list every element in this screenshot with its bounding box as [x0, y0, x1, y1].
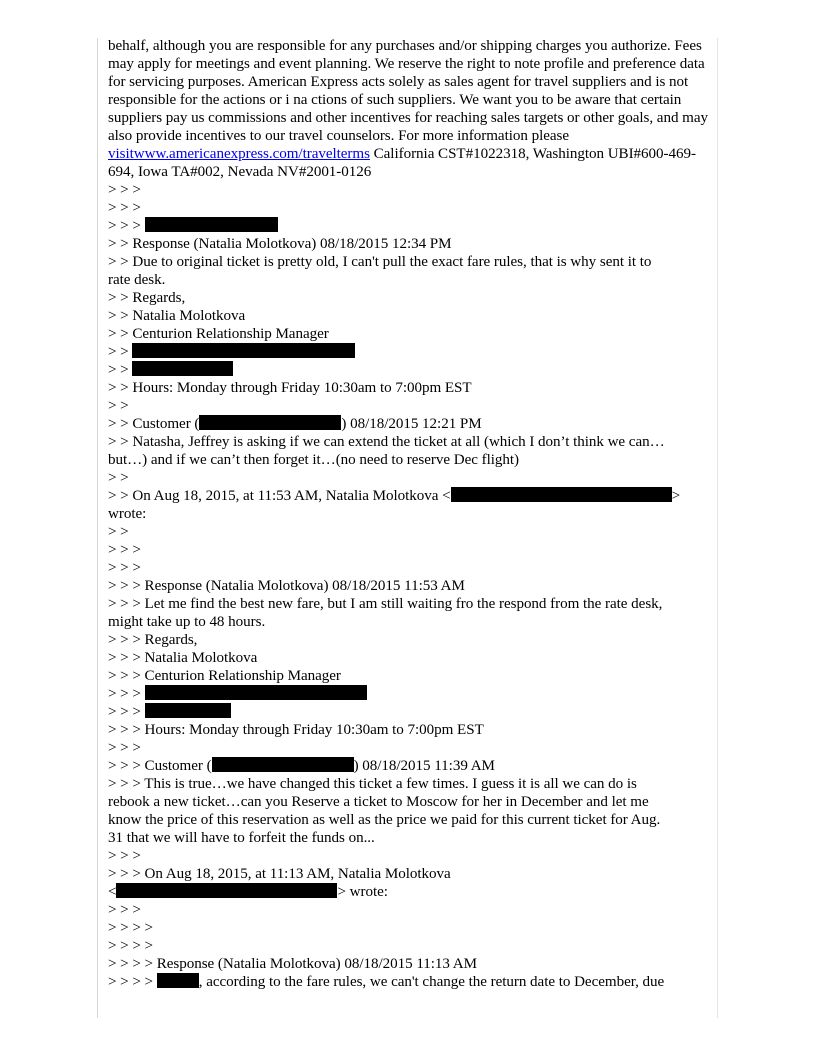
redaction-block — [132, 361, 233, 376]
signature-hours: > > Hours: Monday through Friday 10:30am to 7:00pm EST — [108, 380, 472, 396]
customer-timestamp: ) 08/18/2015 12:21 PM — [341, 416, 482, 432]
quote-marker: > > > — [108, 686, 145, 702]
message-text — [108, 973, 708, 991]
reply-attribution-wrote: wrote: — [108, 506, 147, 522]
email-thread-body — [108, 37, 708, 991]
attribution-bracket: > — [671, 488, 681, 504]
reply-attribution — [108, 487, 708, 505]
message-text: but…) and if we can’t then forget it…(no need to reserve Dec flight) — [108, 452, 519, 468]
redaction-block — [157, 973, 199, 988]
signature-name: > > Natalia Molotkova — [108, 308, 246, 324]
signature-name: > > > Natalia Molotkova — [108, 650, 258, 666]
redaction-block — [451, 487, 672, 502]
quote-line: > > > — [108, 848, 141, 864]
quote-line: > > > — [108, 182, 141, 198]
quote-line: > > > > — [108, 920, 154, 936]
message-text: might take up to 48 hours. — [108, 614, 266, 630]
signature-redacted-line — [108, 685, 708, 703]
quote-marker: > > > > — [108, 974, 157, 990]
disclaimer-license-text: California CST#1022318, Washington UBI#600-469-694, Iowa TA#002, Nevada NV#2001-0126 — [108, 146, 696, 180]
response-header: > > > Response (Natalia Molotkova) 08/18/2015 11:53 AM — [108, 578, 465, 594]
signature-regards: > > Regards, — [108, 290, 186, 306]
quote-line: > > > — [108, 740, 141, 756]
message-text: rebook a new ticket…can you Reserve a ticket to Moscow for her in December and let me — [108, 794, 649, 810]
quote-marker: > > — [108, 344, 133, 360]
attribution-wrote: > wrote: — [337, 884, 388, 900]
customer-timestamp: ) 08/18/2015 11:39 AM — [353, 758, 495, 774]
quote-line: > > > > — [108, 938, 154, 954]
signature-redacted-line — [108, 703, 708, 721]
redaction-block — [132, 343, 355, 358]
travelterms-link[interactable]: visitwww.americanexpress.com/travelterms — [108, 146, 370, 162]
attribution-text: > > On Aug 18, 2015, at 11:53 AM, Natalia Molotkova < — [108, 488, 451, 504]
signature-title: > > > Centurion Relationship Manager — [108, 668, 341, 684]
redaction-block — [145, 217, 278, 232]
page-left-border — [97, 38, 98, 1018]
message-text: > > Natasha, Jeffrey is asking if we can extend the ticket at all (which I don’t think we can… — [108, 434, 665, 450]
signature-redacted-line — [108, 361, 708, 379]
disclaimer-text: behalf, although you are responsible for any purchases and/or shipping charges you authorize. Fees may apply for meetings and event planning. We reserve the right to note profile and preference data for servicing purposes. American Express acts solely as sales agent for travel suppliers and is not responsible for the actions or i na ctions of such suppliers. We want you to be aware that certain suppliers pay us commissions and other incentives for reaching sales targets or other goals, and may also provide incentives to our travel counselors. For more information please — [108, 38, 709, 144]
message-text: know the price of this reservation as well as the price we paid for this current ticket for Aug. — [108, 812, 661, 828]
redaction-block — [199, 415, 341, 430]
signature-regards: > > > Regards, — [108, 632, 198, 648]
attribution-bracket: < — [108, 884, 117, 900]
quote-line: > > > — [108, 902, 141, 918]
quote-marker: > > > — [108, 704, 145, 720]
signature-hours: > > > Hours: Monday through Friday 10:30am to 7:00pm EST — [108, 722, 484, 738]
quote-line: > > — [108, 524, 129, 540]
signature-redacted-line — [108, 343, 708, 361]
quote-line: > > — [108, 398, 129, 414]
amex-disclaimer-paragraph — [108, 37, 708, 181]
reply-attribution: > > > On Aug 18, 2015, at 11:13 AM, Natalia Molotkova — [108, 866, 451, 882]
message-text: > > > Let me find the best new fare, but I am still waiting fro the respond from the rate desk, — [108, 596, 663, 612]
customer-label: > > Customer ( — [108, 416, 200, 432]
message-text: > > Due to original ticket is pretty old, I can't pull the exact fare rules, that is why sent it to — [108, 254, 652, 270]
message-continuation: , according to the fare rules, we can't change the return date to December, due — [198, 974, 665, 990]
page-right-border — [717, 38, 718, 1018]
reply-attribution-email — [108, 883, 708, 901]
customer-header — [108, 757, 708, 775]
quote-line — [108, 217, 708, 235]
quote-marker: > > — [108, 362, 133, 378]
redaction-block — [116, 883, 337, 898]
quote-line: > > — [108, 470, 129, 486]
message-text: 31 that we will have to forfeit the funds on... — [108, 830, 375, 846]
quote-marker: > > > — [108, 218, 145, 234]
response-header: > > Response (Natalia Molotkova) 08/18/2015 12:34 PM — [108, 236, 452, 252]
redaction-block — [145, 685, 367, 700]
redaction-block — [212, 757, 354, 772]
quote-line: > > > — [108, 200, 141, 216]
signature-title: > > Centurion Relationship Manager — [108, 326, 329, 342]
message-text: rate desk. — [108, 272, 166, 288]
response-header: > > > > Response (Natalia Molotkova) 08/18/2015 11:13 AM — [108, 956, 478, 972]
message-text: > > > This is true…we have changed this ticket a few times. I guess it is all we can do is — [108, 776, 637, 792]
customer-header — [108, 415, 708, 433]
redaction-block — [145, 703, 231, 718]
quote-line: > > > — [108, 560, 141, 576]
customer-label: > > > Customer ( — [108, 758, 212, 774]
quote-line: > > > — [108, 542, 141, 558]
